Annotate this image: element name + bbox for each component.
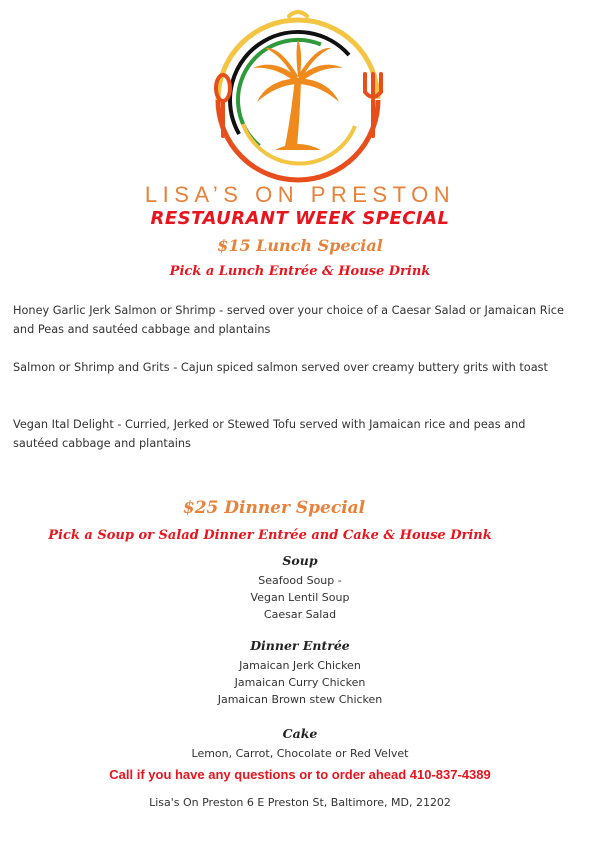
cake-options: Lemon, Carrot, Chocolate or Red Velvet [191,747,409,760]
lunch-item: Honey Garlic Jerk Salmon or Shrimp - served over your choice of a Caesar Salad or Jamaican Rice and Peas and sautéed cabbage and plantains [13,304,564,336]
list-item: Seafood Soup - [258,574,342,587]
soup-heading: Soup [282,553,318,568]
lunch-special-subtitle: Pick a Lunch Entrée & House Drink [169,264,431,279]
entree-heading: Dinner Entrée [250,638,350,653]
lunch-special-title: $15 Lunch Special [217,236,383,255]
restaurant-logo [205,6,391,184]
cake-heading: Cake [282,726,318,741]
dinner-special-title: $25 Dinner Special [182,498,366,518]
event-title: RESTAURANT WEEK SPECIAL [150,208,450,229]
soup-list [0,572,600,623]
call-to-order: Call if you have any questions or to order ahead 410-837-4389 [109,767,491,782]
restaurant-name: LISA’S ON PRESTON [144,182,456,207]
entree-list [0,657,600,708]
list-item: Jamaican Brown stew Chicken [217,693,383,706]
list-item: Jamaican Jerk Chicken [239,659,361,672]
lunch-item: Vegan Ital Delight - Curried, Jerked or Stewed Tofu served with Jamaican rice and peas and sautéed cabbage and plantains [13,418,526,450]
restaurant-address: Lisa's On Preston 6 E Preston St, Baltimore, MD, 21202 [149,796,451,809]
list-item: Caesar Salad [263,608,337,621]
lunch-item: Salmon or Shrimp and Grits - Cajun spiced salmon served over creamy buttery grits with toast [13,361,548,374]
cloche-icon [289,12,307,16]
dinner-special-subtitle: Pick a Soup or Salad Dinner Entrée and Cake & House Drink [48,528,492,543]
list-item: Jamaican Curry Chicken [234,676,366,689]
palm-tree-icon [253,40,343,150]
list-item: Vegan Lentil Soup [250,591,350,604]
